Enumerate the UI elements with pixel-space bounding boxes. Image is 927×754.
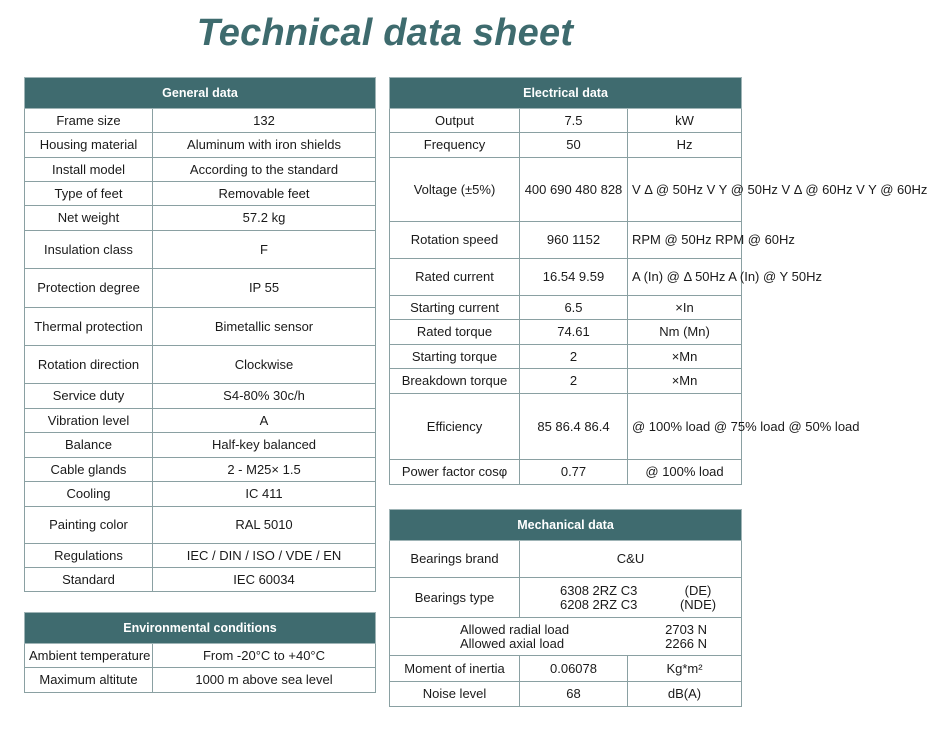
- row-unit: ×Mn: [628, 369, 742, 394]
- row-label: Type of feet: [25, 182, 153, 206]
- row-label: Service duty: [25, 384, 153, 409]
- row-label: Output: [390, 109, 520, 133]
- loads-cell: [390, 618, 742, 656]
- table-row: [25, 206, 376, 231]
- table-row: [25, 182, 376, 206]
- row-unit: dB(A): [628, 682, 742, 707]
- row-value: 1000 m above sea level: [153, 668, 376, 693]
- row-value: 2: [520, 345, 628, 369]
- row-value: Aluminum with iron shields: [153, 133, 376, 158]
- row-value: 132: [153, 109, 376, 133]
- row-label: Rotation speed: [390, 222, 520, 259]
- row-label: Rated current: [390, 259, 520, 296]
- row-label: Vibration level: [25, 409, 153, 433]
- table-row: [25, 409, 376, 433]
- row-value: C&U: [520, 541, 742, 578]
- row-value: 85 86.4 86.4: [520, 394, 628, 460]
- row-unit: kW: [628, 109, 742, 133]
- table-row: [25, 158, 376, 182]
- row-label: Cooling: [25, 482, 153, 507]
- row-unit: ×In: [628, 296, 742, 320]
- row-value: 6.5: [520, 296, 628, 320]
- row-value: A: [153, 409, 376, 433]
- row-unit: @ 100% load: [628, 460, 742, 485]
- table-row: [390, 320, 742, 345]
- row-value: 2: [520, 369, 628, 394]
- table-row: [390, 460, 742, 485]
- table-row: [390, 222, 742, 259]
- row-value: IP 55: [153, 269, 376, 308]
- row-label: Ambient temperature: [25, 644, 153, 668]
- row-label: Net weight: [25, 206, 153, 231]
- table-row: [25, 269, 376, 308]
- row-label: Standard: [25, 568, 153, 592]
- row-value: According to the standard: [153, 158, 376, 182]
- row-label: Insulation class: [25, 231, 153, 269]
- row-value: 16.54 9.59: [520, 259, 628, 296]
- table-row: [25, 644, 376, 668]
- row-label: Starting current: [390, 296, 520, 320]
- table-row: [390, 109, 742, 133]
- table-row: [25, 384, 376, 409]
- row-value: F: [153, 231, 376, 269]
- row-label: Balance: [25, 433, 153, 458]
- row-value: 0.06078: [520, 656, 628, 682]
- bearing-models: 6308 2RZ C3 6208 2RZ C3: [560, 582, 638, 612]
- row-value: S4-80% 30c/h: [153, 384, 376, 409]
- table-row: [25, 458, 376, 482]
- row-label: Noise level: [390, 682, 520, 707]
- row-label: Rotation direction: [25, 346, 153, 384]
- row-value: From -20°C to +40°C: [153, 644, 376, 668]
- row-label: Frame size: [25, 109, 153, 133]
- row-value: IC 411: [153, 482, 376, 507]
- row-label: Housing material: [25, 133, 153, 158]
- row-label: Breakdown torque: [390, 369, 520, 394]
- table-row: [390, 296, 742, 320]
- table-row: [390, 158, 742, 222]
- row-value-cell: [520, 578, 742, 618]
- row-unit: @ 100% load @ 75% load @ 50% load: [628, 394, 742, 460]
- row-label: Rated torque: [390, 320, 520, 345]
- row-value: RAL 5010: [153, 507, 376, 544]
- table-row: [25, 109, 376, 133]
- row-value: Bimetallic sensor: [153, 308, 376, 346]
- table-row: [390, 369, 742, 394]
- table-row: [25, 433, 376, 458]
- row-unit: Nm (Mn): [628, 320, 742, 345]
- row-value: 57.2 kg: [153, 206, 376, 231]
- row-value: Clockwise: [153, 346, 376, 384]
- row-label: Bearings type: [390, 578, 520, 618]
- table-row: [390, 682, 742, 707]
- row-value: Half-key balanced: [153, 433, 376, 458]
- loads-values: 2703 N 2266 N: [665, 621, 708, 651]
- table-row: [25, 231, 376, 269]
- row-label: Voltage (±5%): [390, 158, 520, 222]
- table-row: [25, 482, 376, 507]
- row-value: 2 - M25× 1.5: [153, 458, 376, 482]
- row-value: Removable feet: [153, 182, 376, 206]
- table-row: [390, 656, 742, 682]
- table-row: [25, 507, 376, 544]
- table-row: [390, 394, 742, 460]
- row-value: 0.77: [520, 460, 628, 485]
- row-label: Efficiency: [390, 394, 520, 460]
- table-row: [390, 345, 742, 369]
- row-label: Bearings brand: [390, 541, 520, 578]
- mechanical-data-table: [389, 509, 742, 707]
- page-title: Technical data sheet: [196, 12, 574, 54]
- table-row: [25, 308, 376, 346]
- table-row: [25, 346, 376, 384]
- table-row: [390, 133, 742, 158]
- row-label: Thermal protection: [25, 308, 153, 346]
- row-label: Regulations: [25, 544, 153, 568]
- electrical-data-table: [389, 77, 927, 485]
- bearing-positions: (DE) (NDE): [679, 582, 717, 612]
- general-data-header: General data: [25, 78, 376, 109]
- row-label: Maximum altitute: [25, 668, 153, 693]
- row-label: Starting torque: [390, 345, 520, 369]
- row-value: 74.61: [520, 320, 628, 345]
- row-value: 50: [520, 133, 628, 158]
- environmental-conditions-header: Environmental conditions: [25, 613, 376, 644]
- table-row: [390, 541, 742, 578]
- table-row: [25, 668, 376, 693]
- row-value: 68: [520, 682, 628, 707]
- row-label: Protection degree: [25, 269, 153, 308]
- table-row: [25, 133, 376, 158]
- table-row: [390, 259, 742, 296]
- table-row: [390, 578, 742, 618]
- row-label: Painting color: [25, 507, 153, 544]
- mechanical-data-header: Mechanical data: [390, 510, 742, 541]
- row-unit: Kg*m²: [628, 656, 742, 682]
- row-label: Install model: [25, 158, 153, 182]
- row-unit: RPM @ 50Hz RPM @ 60Hz: [628, 222, 742, 259]
- row-label: Moment of inertia: [390, 656, 520, 682]
- table-row: [25, 544, 376, 568]
- row-label: Frequency: [390, 133, 520, 158]
- row-unit: Hz: [628, 133, 742, 158]
- general-data-table: [24, 77, 376, 592]
- row-value: 7.5: [520, 109, 628, 133]
- loads-labels: Allowed radial load Allowed axial load: [460, 621, 570, 651]
- table-row: [25, 568, 376, 592]
- row-unit: V Δ @ 50Hz V Y @ 50Hz V Δ @ 60Hz V Y @ 60Hz: [628, 158, 742, 222]
- row-value: IEC 60034: [153, 568, 376, 592]
- electrical-data-header: Electrical data: [390, 78, 742, 109]
- row-label: Power factor cosφ: [390, 460, 520, 485]
- table-row: [390, 618, 742, 656]
- row-value: IEC / DIN / ISO / VDE / EN: [153, 544, 376, 568]
- row-value: 960 1152: [520, 222, 628, 259]
- row-value: 400 690 480 828: [520, 158, 628, 222]
- environmental-conditions-table: [24, 612, 376, 693]
- row-label: Cable glands: [25, 458, 153, 482]
- row-unit: ×Mn: [628, 345, 742, 369]
- row-unit: A (In) @ Δ 50Hz A (In) @ Y 50Hz: [628, 259, 742, 296]
